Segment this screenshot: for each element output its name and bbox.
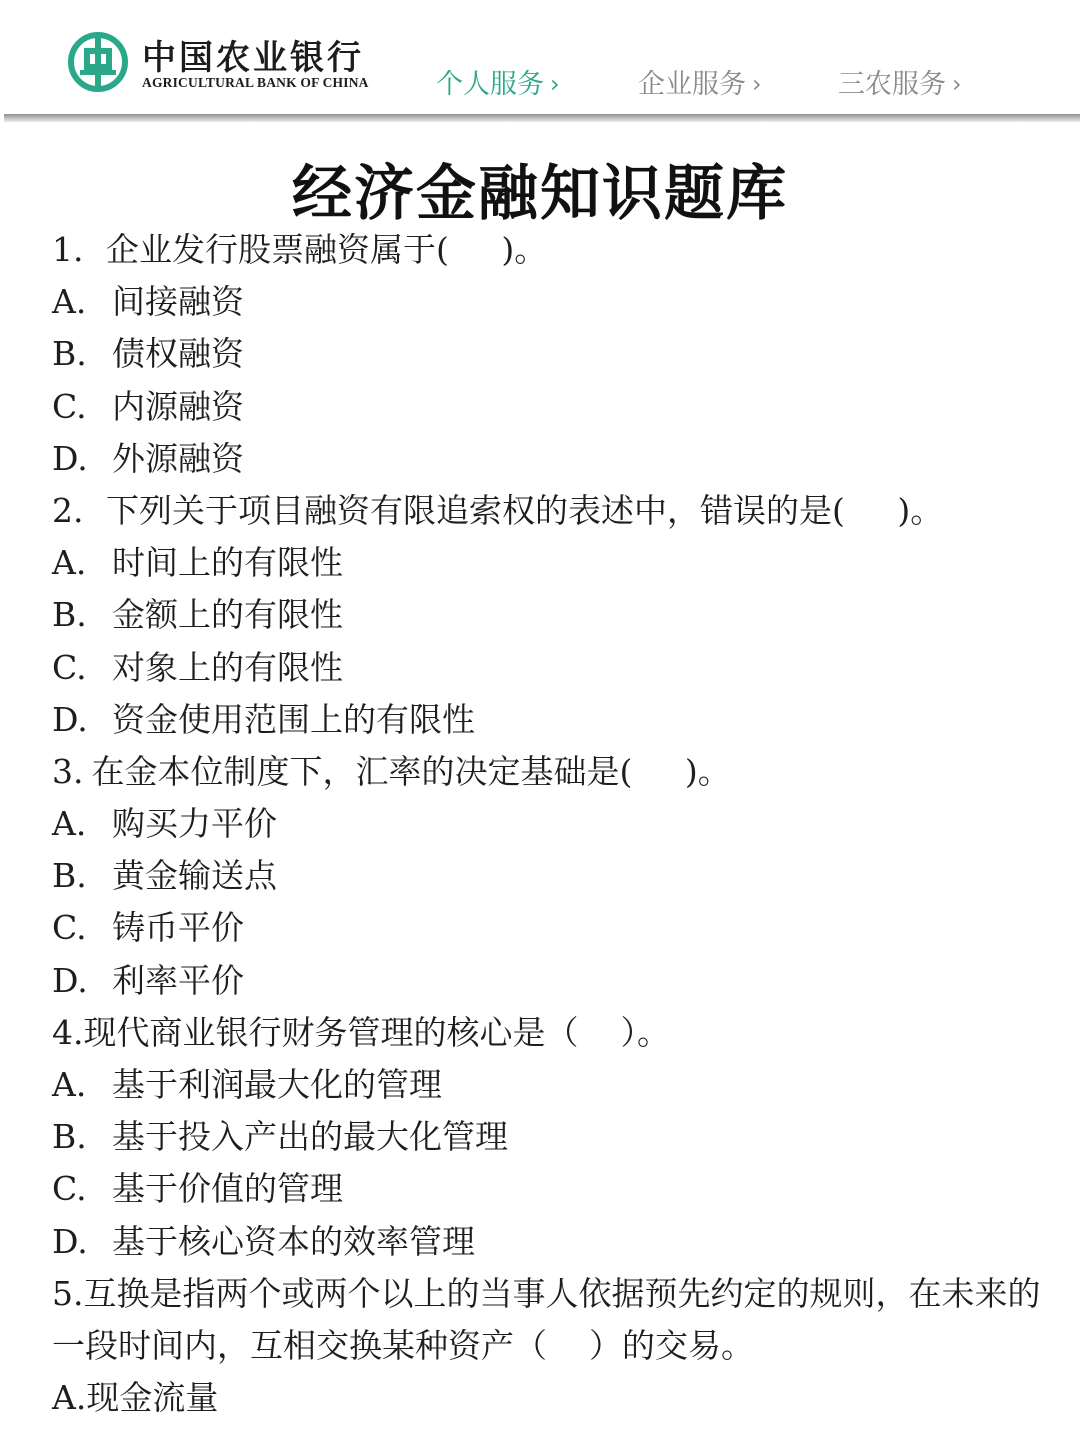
page-title: 经济金融知识题库 — [292, 159, 788, 229]
answer-option[interactable] — [52, 955, 1042, 1007]
option-letter: B. — [52, 595, 87, 635]
question-number: 5. — [52, 1273, 84, 1313]
question-number: 1. — [52, 230, 84, 269]
nav-rural-services[interactable] — [838, 62, 962, 101]
option-text: 间接融资 — [112, 282, 244, 322]
option-text: 铸币平价 — [112, 908, 244, 948]
answer-option[interactable] — [52, 328, 1042, 380]
question-number: 3. — [52, 751, 84, 791]
option-letter: D. — [52, 960, 88, 1000]
question-text: 互换是指两个或两个以上的当事人依据预先约定的规则，在未来的一段时间内，互相交换某种资产（ ）的交易。 — [52, 1273, 1041, 1365]
option-letter: A. — [52, 804, 87, 844]
option-text: 时间上的有限性 — [112, 543, 343, 583]
question-text: 在金本位制度下，汇率的决定基础是( )。 — [91, 751, 731, 791]
option-text: 黄金输送点 — [112, 856, 277, 896]
abc-logo-icon[interactable] — [66, 30, 130, 94]
option-text: 对象上的有限性 — [112, 647, 343, 687]
question-number: 4. — [52, 1012, 84, 1052]
answer-option[interactable] — [52, 537, 1042, 589]
option-text: 基于核心资本的效率管理 — [112, 1221, 475, 1261]
option-letter: A. — [52, 282, 87, 322]
answer-option[interactable] — [52, 850, 1042, 902]
option-letter: C. — [52, 1169, 87, 1209]
question-number: 2. — [52, 490, 84, 530]
option-letter: D. — [52, 438, 88, 478]
option-text: 基于价值的管理 — [112, 1169, 343, 1209]
answer-option[interactable] — [52, 1111, 1042, 1163]
question-text: 现代商业银行财务管理的核心是（ ）。 — [83, 1012, 670, 1052]
answer-option[interactable] — [52, 433, 1042, 485]
option-letter: B. — [52, 856, 87, 896]
answer-option[interactable] — [52, 798, 1042, 850]
question-text: 企业发行股票融资属于( )。 — [106, 230, 548, 269]
option-letter: A. — [52, 1065, 87, 1104]
nav-corporate-services[interactable] — [638, 62, 762, 101]
answer-option[interactable] — [52, 1163, 1042, 1215]
option-letter: B. — [52, 1117, 87, 1157]
answer-option[interactable] — [52, 642, 1042, 694]
question-stem — [52, 224, 1042, 276]
brand-name-en: AGRICULTURAL BANK OF CHINA — [142, 75, 369, 90]
option-text: 基于投入产出的最大化管理 — [112, 1117, 508, 1157]
option-letter: C. — [52, 386, 87, 426]
question-stem — [52, 746, 1042, 798]
option-letter: A. — [52, 543, 87, 583]
option-text: 购买力平价 — [112, 804, 277, 844]
site-header — [0, 0, 1080, 114]
answer-option[interactable] — [52, 276, 1042, 328]
option-letter: C. — [52, 647, 87, 687]
answer-option[interactable] — [52, 1059, 1042, 1111]
brand-name-cn: 中国农业银行 — [142, 38, 364, 78]
question-text: 下列关于项目融资有限追索权的表述中，错误的是( )。 — [106, 490, 944, 530]
option-text: 利率平价 — [112, 960, 244, 1000]
option-text: 基于利润最大化的管理 — [112, 1065, 442, 1104]
option-letter: A. — [52, 1378, 87, 1418]
answer-option[interactable] — [52, 381, 1042, 433]
answer-option[interactable] — [52, 589, 1042, 641]
chevron-right-icon: › — [952, 70, 962, 98]
option-text: 外源融资 — [112, 438, 244, 478]
header-divider — [4, 114, 1080, 122]
answer-option[interactable] — [52, 902, 1042, 954]
nav-label: 企业服务 — [638, 69, 746, 100]
option-letter: D. — [52, 699, 88, 739]
option-letter: D. — [52, 1221, 88, 1261]
answer-option[interactable] — [52, 1216, 1042, 1268]
question-stem — [52, 1268, 1042, 1372]
question-list — [52, 224, 1042, 1424]
question-stem — [52, 485, 1042, 537]
option-letter: C. — [52, 908, 87, 948]
question-stem — [52, 1007, 1042, 1059]
nav-label: 三农服务 — [838, 69, 946, 100]
option-letter: B. — [52, 334, 87, 374]
answer-option[interactable] — [52, 1372, 1042, 1424]
nav-label: 个人服务 — [436, 69, 544, 100]
option-text: 金额上的有限性 — [112, 595, 343, 635]
option-text: 资金使用范围上的有限性 — [112, 699, 475, 739]
chevron-right-icon: › — [550, 70, 560, 98]
option-text: 内源融资 — [112, 386, 244, 426]
nav-personal-services[interactable] — [436, 62, 560, 101]
chevron-right-icon: › — [752, 70, 762, 98]
option-text: 债权融资 — [112, 334, 244, 374]
option-text: 现金流量 — [86, 1378, 219, 1418]
answer-option[interactable] — [52, 694, 1042, 746]
